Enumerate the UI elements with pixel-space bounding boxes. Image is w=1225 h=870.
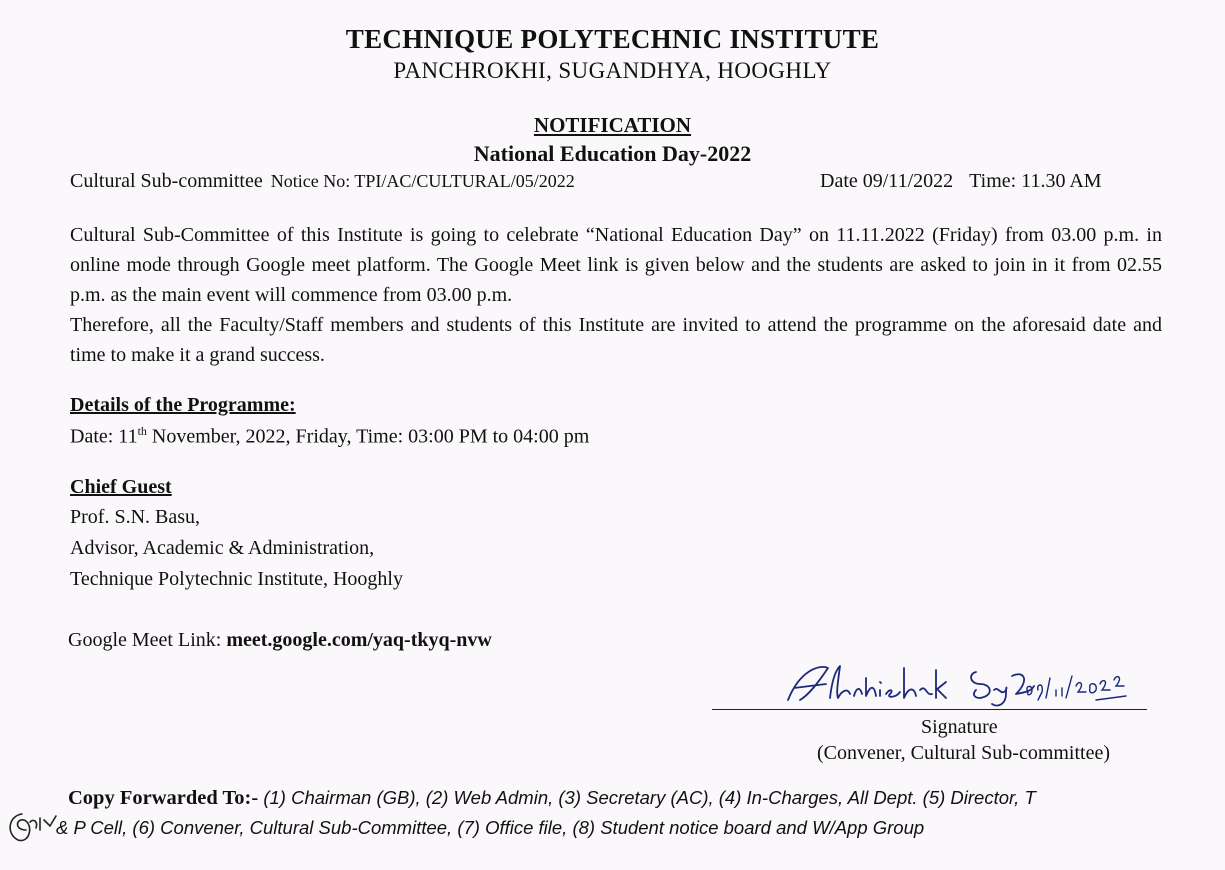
chief-guest-heading: Chief Guest <box>70 476 172 498</box>
copy-forwarded-block <box>56 783 1188 838</box>
chief-guest-name: Prof. S.N. Basu, <box>70 506 201 528</box>
programme-date-rest: November, 2022, Friday, Time: 03:00 PM to 04:00 pm <box>146 425 590 448</box>
signature-line <box>712 709 1147 710</box>
programme-date-suffix: th <box>137 424 147 438</box>
body-paragraph-1: Cultural Sub-Committee of this Institute is going to celebrate “National Education Day” on 11.11.2022 (Friday) from 03.00 p.m. in online mode through Google meet platform. The Google Meet link is given below and the students are asked to join in it from 02.55 p.m. as the main event will commence from 03.00 p.m. <box>70 224 1162 306</box>
signature-label: Signature <box>921 716 998 738</box>
programme-heading: Details of the Programme: <box>70 394 296 416</box>
chief-guest-institute: Technique Polytechnic Institute, Hooghly <box>70 568 403 590</box>
programme-date-prefix: Date: 11 <box>70 425 138 448</box>
notice-time: Time: 11.30 AM <box>969 170 1102 192</box>
notification-label: NOTIFICATION <box>533 113 692 137</box>
notice-body <box>70 220 1162 370</box>
copy-forwarded-line-1: (1) Chairman (GB), (2) Web Admin, (3) Secretary (AC), (4) In-Charges, All Dept. (5) Director, T <box>258 787 1036 808</box>
google-meet-line <box>68 629 492 652</box>
institute-address: PANCHROKHI, SUGANDHYA, HOOGHLY <box>393 58 832 83</box>
committee-name: Cultural Sub-committee <box>70 170 263 192</box>
body-paragraph-2: Therefore, all the Faculty/Staff members and students of this Institute are invited to attend the programme on the aforesaid date and time to make it a grand success. <box>70 314 1162 366</box>
notice-meta-right <box>820 170 1102 193</box>
programme-details <box>70 424 589 449</box>
copy-forwarded-label: Copy Forwarded To:- <box>68 787 259 809</box>
handwritten-signature <box>780 660 1140 710</box>
google-meet-link[interactable]: meet.google.com/yaq-tkyq-nvw <box>226 629 492 651</box>
handwritten-initials <box>4 808 60 848</box>
notice-meta-left <box>70 170 575 193</box>
notification-title: National Education Day-2022 <box>473 141 752 166</box>
institute-name: TECHNIQUE POLYTECHNIC INSTITUTE <box>345 24 880 54</box>
chief-guest-designation: Advisor, Academic & Administration, <box>70 537 375 559</box>
copy-forwarded-line-2: & P Cell, (6) Convener, Cultural Sub-Committee, (7) Office file, (8) Student notice board and W/App Group <box>56 817 925 838</box>
notice-number: Notice No: TPI/AC/CULTURAL/05/2022 <box>270 171 575 191</box>
notice-date: Date 09/11/2022 <box>820 170 954 192</box>
signatory-role: (Convener, Cultural Sub-committee) <box>817 742 1111 764</box>
google-meet-label: Google Meet Link: <box>68 629 227 651</box>
